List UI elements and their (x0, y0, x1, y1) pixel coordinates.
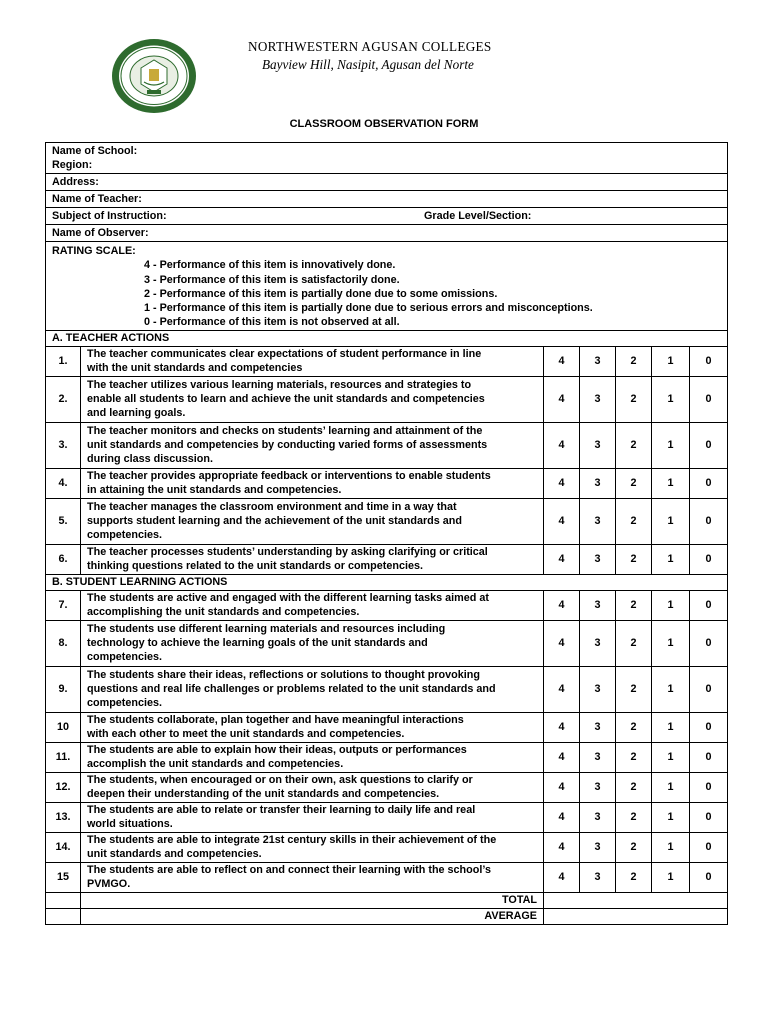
item-number: 9. (46, 666, 81, 712)
score-option-1[interactable]: 1 (652, 620, 690, 666)
score-option-4[interactable]: 4 (544, 712, 580, 742)
subject-field[interactable]: Subject of Instruction: (52, 209, 167, 222)
score-option-0[interactable]: 0 (690, 832, 728, 862)
score-option-0[interactable]: 0 (690, 498, 728, 544)
score-option-0[interactable]: 0 (690, 544, 728, 574)
criteria-text: The students are able to reflect on and connect their learning with the school’s PVMGO. (81, 862, 544, 892)
score-option-0[interactable]: 0 (690, 742, 728, 772)
score-option-1[interactable]: 1 (652, 666, 690, 712)
criteria-row (46, 666, 728, 712)
teacher-name-field[interactable]: Name of Teacher: (46, 191, 728, 208)
score-option-2[interactable]: 2 (616, 544, 652, 574)
school-address: Bayview Hill, Nasipit, Agusan del Norte (262, 57, 474, 72)
item-number: 8. (46, 620, 81, 666)
score-option-4[interactable]: 4 (544, 498, 580, 544)
score-option-1[interactable]: 1 (652, 772, 690, 802)
score-option-3[interactable]: 3 (580, 376, 616, 422)
score-option-4[interactable]: 4 (544, 666, 580, 712)
score-option-0[interactable]: 0 (690, 862, 728, 892)
observer-name-field[interactable]: Name of Observer: (46, 225, 728, 242)
criteria-row (46, 742, 728, 772)
score-option-1[interactable]: 1 (652, 346, 690, 376)
score-option-0[interactable]: 0 (690, 666, 728, 712)
rating-scale-line: 2 - Performance of this item is partially done due to some omissions. (144, 287, 498, 300)
address-row (46, 174, 728, 191)
score-option-1[interactable]: 1 (652, 422, 690, 468)
score-option-0[interactable]: 0 (690, 802, 728, 832)
score-option-3[interactable]: 3 (580, 862, 616, 892)
school-seal-logo (111, 38, 197, 114)
item-number: 12. (46, 772, 81, 802)
score-option-1[interactable]: 1 (652, 590, 690, 620)
item-number: 5. (46, 498, 81, 544)
score-option-4[interactable]: 4 (544, 802, 580, 832)
criteria-text: The teacher provides appropriate feedback or interventions to enable students in attaining the unit standards and competencies. (81, 468, 544, 498)
score-option-3[interactable]: 3 (580, 666, 616, 712)
item-number: 14. (46, 832, 81, 862)
score-option-1[interactable]: 1 (652, 862, 690, 892)
item-number: 7. (46, 590, 81, 620)
section-header-row (46, 574, 728, 590)
page-header (0, 0, 768, 130)
school-name-field[interactable]: Name of School: (52, 144, 138, 157)
criteria-text: The teacher manages the classroom environment and time in a way that supports student learning and the achievement of the unit standards and competencies. (81, 498, 544, 544)
item-number: 3. (46, 422, 81, 468)
criteria-row (46, 620, 728, 666)
item-number: 6. (46, 544, 81, 574)
criteria-text: The students are able to relate or transfer their learning to daily life and real world situations. (81, 802, 544, 832)
score-option-3[interactable]: 3 (580, 802, 616, 832)
criteria-row (46, 468, 728, 498)
score-option-4[interactable]: 4 (544, 832, 580, 862)
score-option-4[interactable]: 4 (544, 422, 580, 468)
criteria-text: The students use different learning materials and resources including technology to achieve the learning goals of the unit standards and competencies. (81, 620, 544, 666)
score-option-4[interactable]: 4 (544, 376, 580, 422)
criteria-row (46, 590, 728, 620)
score-option-1[interactable]: 1 (652, 468, 690, 498)
section-title: B. STUDENT LEARNING ACTIONS (46, 574, 728, 590)
observer-row (46, 225, 728, 242)
item-number: 15 (46, 862, 81, 892)
rating-scale-row (46, 242, 728, 331)
score-option-3[interactable]: 3 (580, 544, 616, 574)
score-option-4[interactable]: 4 (544, 742, 580, 772)
section-title: A. TEACHER ACTIONS (46, 330, 728, 346)
score-option-0[interactable]: 0 (690, 422, 728, 468)
score-option-0[interactable]: 0 (690, 620, 728, 666)
score-option-3[interactable]: 3 (580, 832, 616, 862)
criteria-row (46, 422, 728, 468)
section-header-row (46, 330, 728, 346)
criteria-text: The students are active and engaged with the different learning tasks aimed at accomplishing the unit standards and competencies. (81, 590, 544, 620)
score-option-3[interactable]: 3 (580, 468, 616, 498)
criteria-text: The students are able to explain how their ideas, outputs or performances accomplish the unit standards and competencies. (81, 742, 544, 772)
total-row (46, 892, 728, 908)
score-option-4[interactable]: 4 (544, 544, 580, 574)
form-title: CLASSROOM OBSERVATION FORM (289, 118, 479, 130)
criteria-text: The students collaborate, plan together and have meaningful interactions with each other to meet the unit standards and competencies. (81, 712, 544, 742)
score-option-2[interactable]: 2 (616, 742, 652, 772)
criteria-text: The students share their ideas, reflections or solutions to thought provoking questions and real life challenges or problems related to the unit standards and competencies. (81, 666, 544, 712)
score-option-1[interactable]: 1 (652, 832, 690, 862)
score-option-4[interactable]: 4 (544, 346, 580, 376)
score-option-3[interactable]: 3 (580, 590, 616, 620)
score-option-4[interactable]: 4 (544, 772, 580, 802)
teacher-row (46, 191, 728, 208)
total-label: TOTAL (81, 892, 544, 908)
score-option-2[interactable]: 2 (616, 862, 652, 892)
score-option-4[interactable]: 4 (544, 468, 580, 498)
item-number: 2. (46, 376, 81, 422)
score-option-1[interactable]: 1 (652, 742, 690, 772)
score-option-3[interactable]: 3 (580, 346, 616, 376)
score-option-1[interactable]: 1 (652, 544, 690, 574)
criteria-row (46, 712, 728, 742)
criteria-text: The teacher communicates clear expectations of student performance in line with the unit standards and competencies (81, 346, 544, 376)
address-field[interactable]: Address: (46, 174, 728, 191)
score-option-2[interactable]: 2 (616, 712, 652, 742)
score-option-2[interactable]: 2 (616, 832, 652, 862)
school-region-row (46, 143, 728, 174)
score-option-3[interactable]: 3 (580, 742, 616, 772)
score-option-4[interactable]: 4 (544, 620, 580, 666)
score-option-2[interactable]: 2 (616, 346, 652, 376)
criteria-text: The students, when encouraged or on their own, ask questions to clarify or deepen their understanding of the unit standards and competencies. (81, 772, 544, 802)
score-option-0[interactable]: 0 (690, 468, 728, 498)
score-option-2[interactable]: 2 (616, 422, 652, 468)
criteria-text: The students are able to integrate 21st century skills in their achievement of the unit standards and competencies. (81, 832, 544, 862)
score-option-3[interactable]: 3 (580, 620, 616, 666)
region-field[interactable]: Region: (52, 159, 93, 171)
score-option-2[interactable]: 2 (616, 376, 652, 422)
criteria-row (46, 772, 728, 802)
score-option-1[interactable]: 1 (652, 498, 690, 544)
score-option-4[interactable]: 4 (544, 590, 580, 620)
item-number: 4. (46, 468, 81, 498)
score-option-3[interactable]: 3 (580, 498, 616, 544)
blank-cell (46, 908, 81, 924)
total-value[interactable] (544, 892, 728, 908)
score-option-1[interactable]: 1 (652, 802, 690, 832)
score-option-1[interactable]: 1 (652, 712, 690, 742)
score-option-2[interactable]: 2 (616, 468, 652, 498)
criteria-row (46, 832, 728, 862)
score-option-4[interactable]: 4 (544, 862, 580, 892)
observation-form-table (45, 142, 728, 925)
criteria-text: The teacher processes students’ understanding by asking clarifying or critical thinking questions related to the unit standards or competencies. (81, 544, 544, 574)
score-option-0[interactable]: 0 (690, 590, 728, 620)
score-option-2[interactable]: 2 (616, 772, 652, 802)
blank-cell (46, 892, 81, 908)
item-number: 1. (46, 346, 81, 376)
score-option-0[interactable]: 0 (690, 712, 728, 742)
average-value[interactable] (544, 908, 728, 924)
subject-row (46, 208, 728, 225)
score-option-2[interactable]: 2 (616, 620, 652, 666)
criteria-text: The teacher utilizes various learning materials, resources and strategies to enable all students to learn and achieve the unit standards and competencies and learning goals. (81, 376, 544, 422)
criteria-text: The teacher monitors and checks on students’ learning and attainment of the unit standards and competencies by conducting varied forms of assessments during class discussion. (81, 422, 544, 468)
rating-scale-line: 4 - Performance of this item is innovatively done. (144, 259, 396, 272)
rating-scale-title: RATING SCALE: (52, 245, 136, 257)
score-option-2[interactable]: 2 (616, 802, 652, 832)
criteria-row (46, 376, 728, 422)
average-row (46, 908, 728, 924)
school-name: NORTHWESTERN AGUSAN COLLEGES (248, 39, 492, 54)
grade-level-field[interactable]: Grade Level/Section: (424, 209, 532, 222)
criteria-row (46, 802, 728, 832)
score-option-2[interactable]: 2 (616, 666, 652, 712)
score-option-2[interactable]: 2 (616, 498, 652, 544)
criteria-row (46, 346, 728, 376)
score-option-0[interactable]: 0 (690, 346, 728, 376)
rating-scale-line: 1 - Performance of this item is partially done due to serious errors and misconceptions. (144, 302, 593, 314)
rating-scale-line: 3 - Performance of this item is satisfactorily done. (144, 273, 400, 286)
average-label: AVERAGE (81, 908, 544, 924)
item-number: 10 (46, 712, 81, 742)
criteria-row (46, 544, 728, 574)
score-option-3[interactable]: 3 (580, 712, 616, 742)
item-number: 13. (46, 802, 81, 832)
score-option-3[interactable]: 3 (580, 772, 616, 802)
criteria-row (46, 862, 728, 892)
score-option-1[interactable]: 1 (652, 376, 690, 422)
score-option-0[interactable]: 0 (690, 772, 728, 802)
score-option-3[interactable]: 3 (580, 422, 616, 468)
criteria-row (46, 498, 728, 544)
score-option-2[interactable]: 2 (616, 590, 652, 620)
score-option-0[interactable]: 0 (690, 376, 728, 422)
rating-scale-line: 0 - Performance of this item is not observed at all. (144, 316, 400, 329)
item-number: 11. (46, 742, 81, 772)
